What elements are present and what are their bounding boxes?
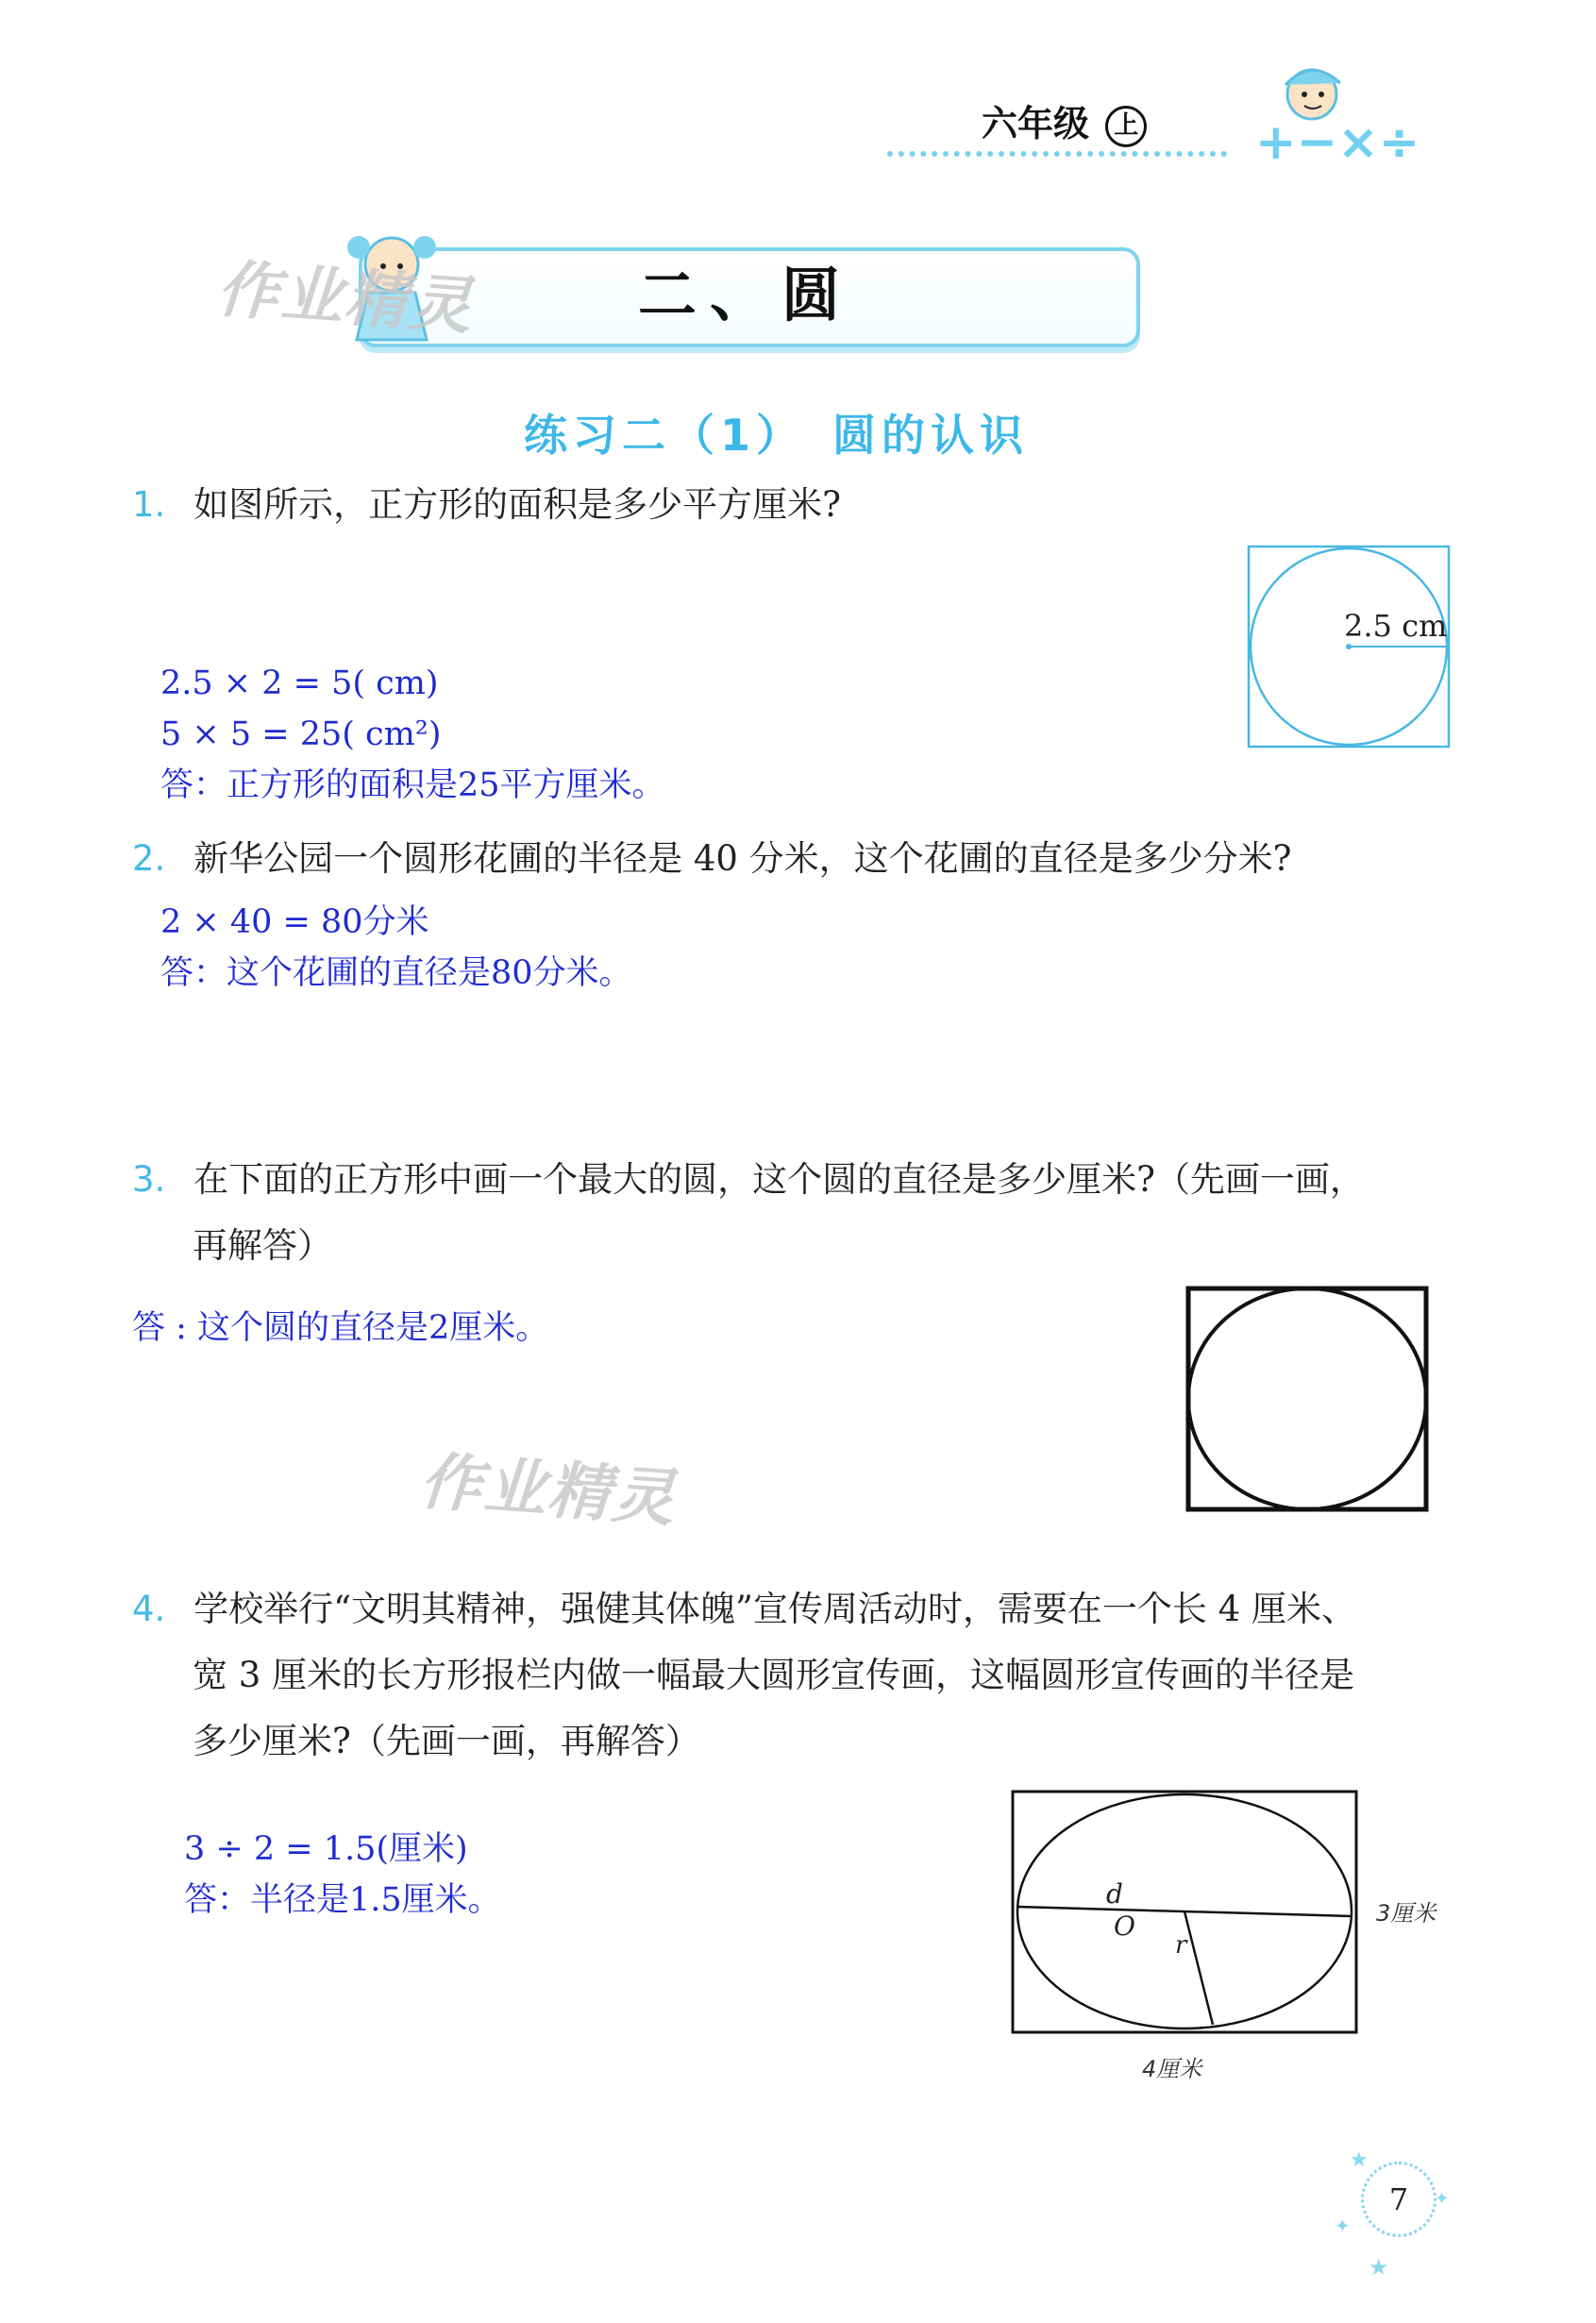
figure-rectangle-circle-4: [1010, 1789, 1369, 2044]
figure-square-circle-1: [1246, 544, 1453, 751]
answer-3: [132, 1303, 548, 1354]
answer-line: 答：正方形的面积是25平方厘米。: [160, 766, 665, 804]
question-number: 3.: [132, 1159, 166, 1200]
answer-line: 2 × 40 = 80分米: [160, 903, 429, 941]
svg-text:✦: ✦: [1435, 2189, 1450, 2209]
question-text: 如图所示，正方形的面积是多少平方厘米?: [193, 484, 841, 525]
figure-4-label-width: 4厘米: [1142, 2056, 1202, 2082]
exercise-title: 练习二（1） 圆的认识: [524, 410, 1030, 461]
mascot-header-icon: [1246, 57, 1435, 170]
figure-4-label-r: r: [1175, 1931, 1187, 1960]
answer-line: 2.5 × 2 = 5( cm): [160, 665, 439, 702]
figure-4-label-d: d: [1106, 1878, 1123, 1910]
answer-line: 答：这个花圃的直径是80分米。: [160, 954, 632, 992]
svg-text:★: ★: [1350, 2148, 1369, 2172]
svg-text:+−×÷: +−×÷: [1255, 114, 1420, 170]
figure-square-circle-3: [1185, 1286, 1431, 1514]
term-badge: 上: [1105, 106, 1147, 147]
section-title: 二、圆: [637, 261, 853, 329]
question-text: 再解答）: [193, 1225, 332, 1266]
svg-text:★: ★: [1369, 2254, 1389, 2280]
question-text: 宽 3 厘米的长方形报栏内做一幅最大圆形宣传画，这幅圆形宣传画的半径是: [193, 1655, 1355, 1695]
question-text: 新华公园一个圆形花圃的半径是 40 分米，这个花圃的直径是多少分米?: [193, 838, 1292, 879]
header-dotted-line: [887, 151, 1227, 157]
question-number: 2.: [132, 838, 166, 879]
figure-4-label-height: 3厘米: [1376, 1900, 1436, 1927]
question-1: [132, 472, 1472, 538]
question-text: 多少厘米?（先画一画，再解答）: [193, 1721, 700, 1761]
answer-line: 5 × 5 = 25( cm²): [160, 715, 442, 753]
answer-line: 3 ÷ 2 = 1.5(厘米): [184, 1830, 468, 1868]
question-number: 4.: [132, 1589, 166, 1629]
question-3: [132, 1147, 1472, 1279]
page-number: 7: [1361, 2162, 1436, 2237]
grade-text: 六年级: [982, 103, 1090, 144]
question-number: 1.: [132, 484, 166, 525]
answer-2: [160, 897, 632, 999]
svg-text:✦: ✦: [1335, 2214, 1351, 2237]
figure-4-label-o: O: [1114, 1911, 1135, 1942]
question-text: 在下面的正方形中画一个最大的圆，这个圆的直径是多少厘米?（先画一画，: [193, 1159, 1365, 1200]
answer-4: [184, 1824, 501, 1926]
watermark-top: 作业精灵: [214, 252, 476, 344]
watermark-middle: 作业精灵: [417, 1444, 679, 1536]
figure-1-label: 2.5 cm: [1344, 608, 1448, 644]
question-2: [132, 826, 1472, 892]
answer-line: 答 : 这个圆的直径是2厘米。: [132, 1309, 549, 1347]
question-4: [132, 1576, 1472, 1775]
question-text: 学校举行“文明其精神，强健其体魄”宣传周活动时，需要在一个长 4 厘米、: [193, 1589, 1356, 1629]
answer-1: [160, 658, 665, 811]
answer-line: 答：半径是1.5厘米。: [184, 1881, 501, 1919]
grade-label: [982, 94, 1147, 147]
